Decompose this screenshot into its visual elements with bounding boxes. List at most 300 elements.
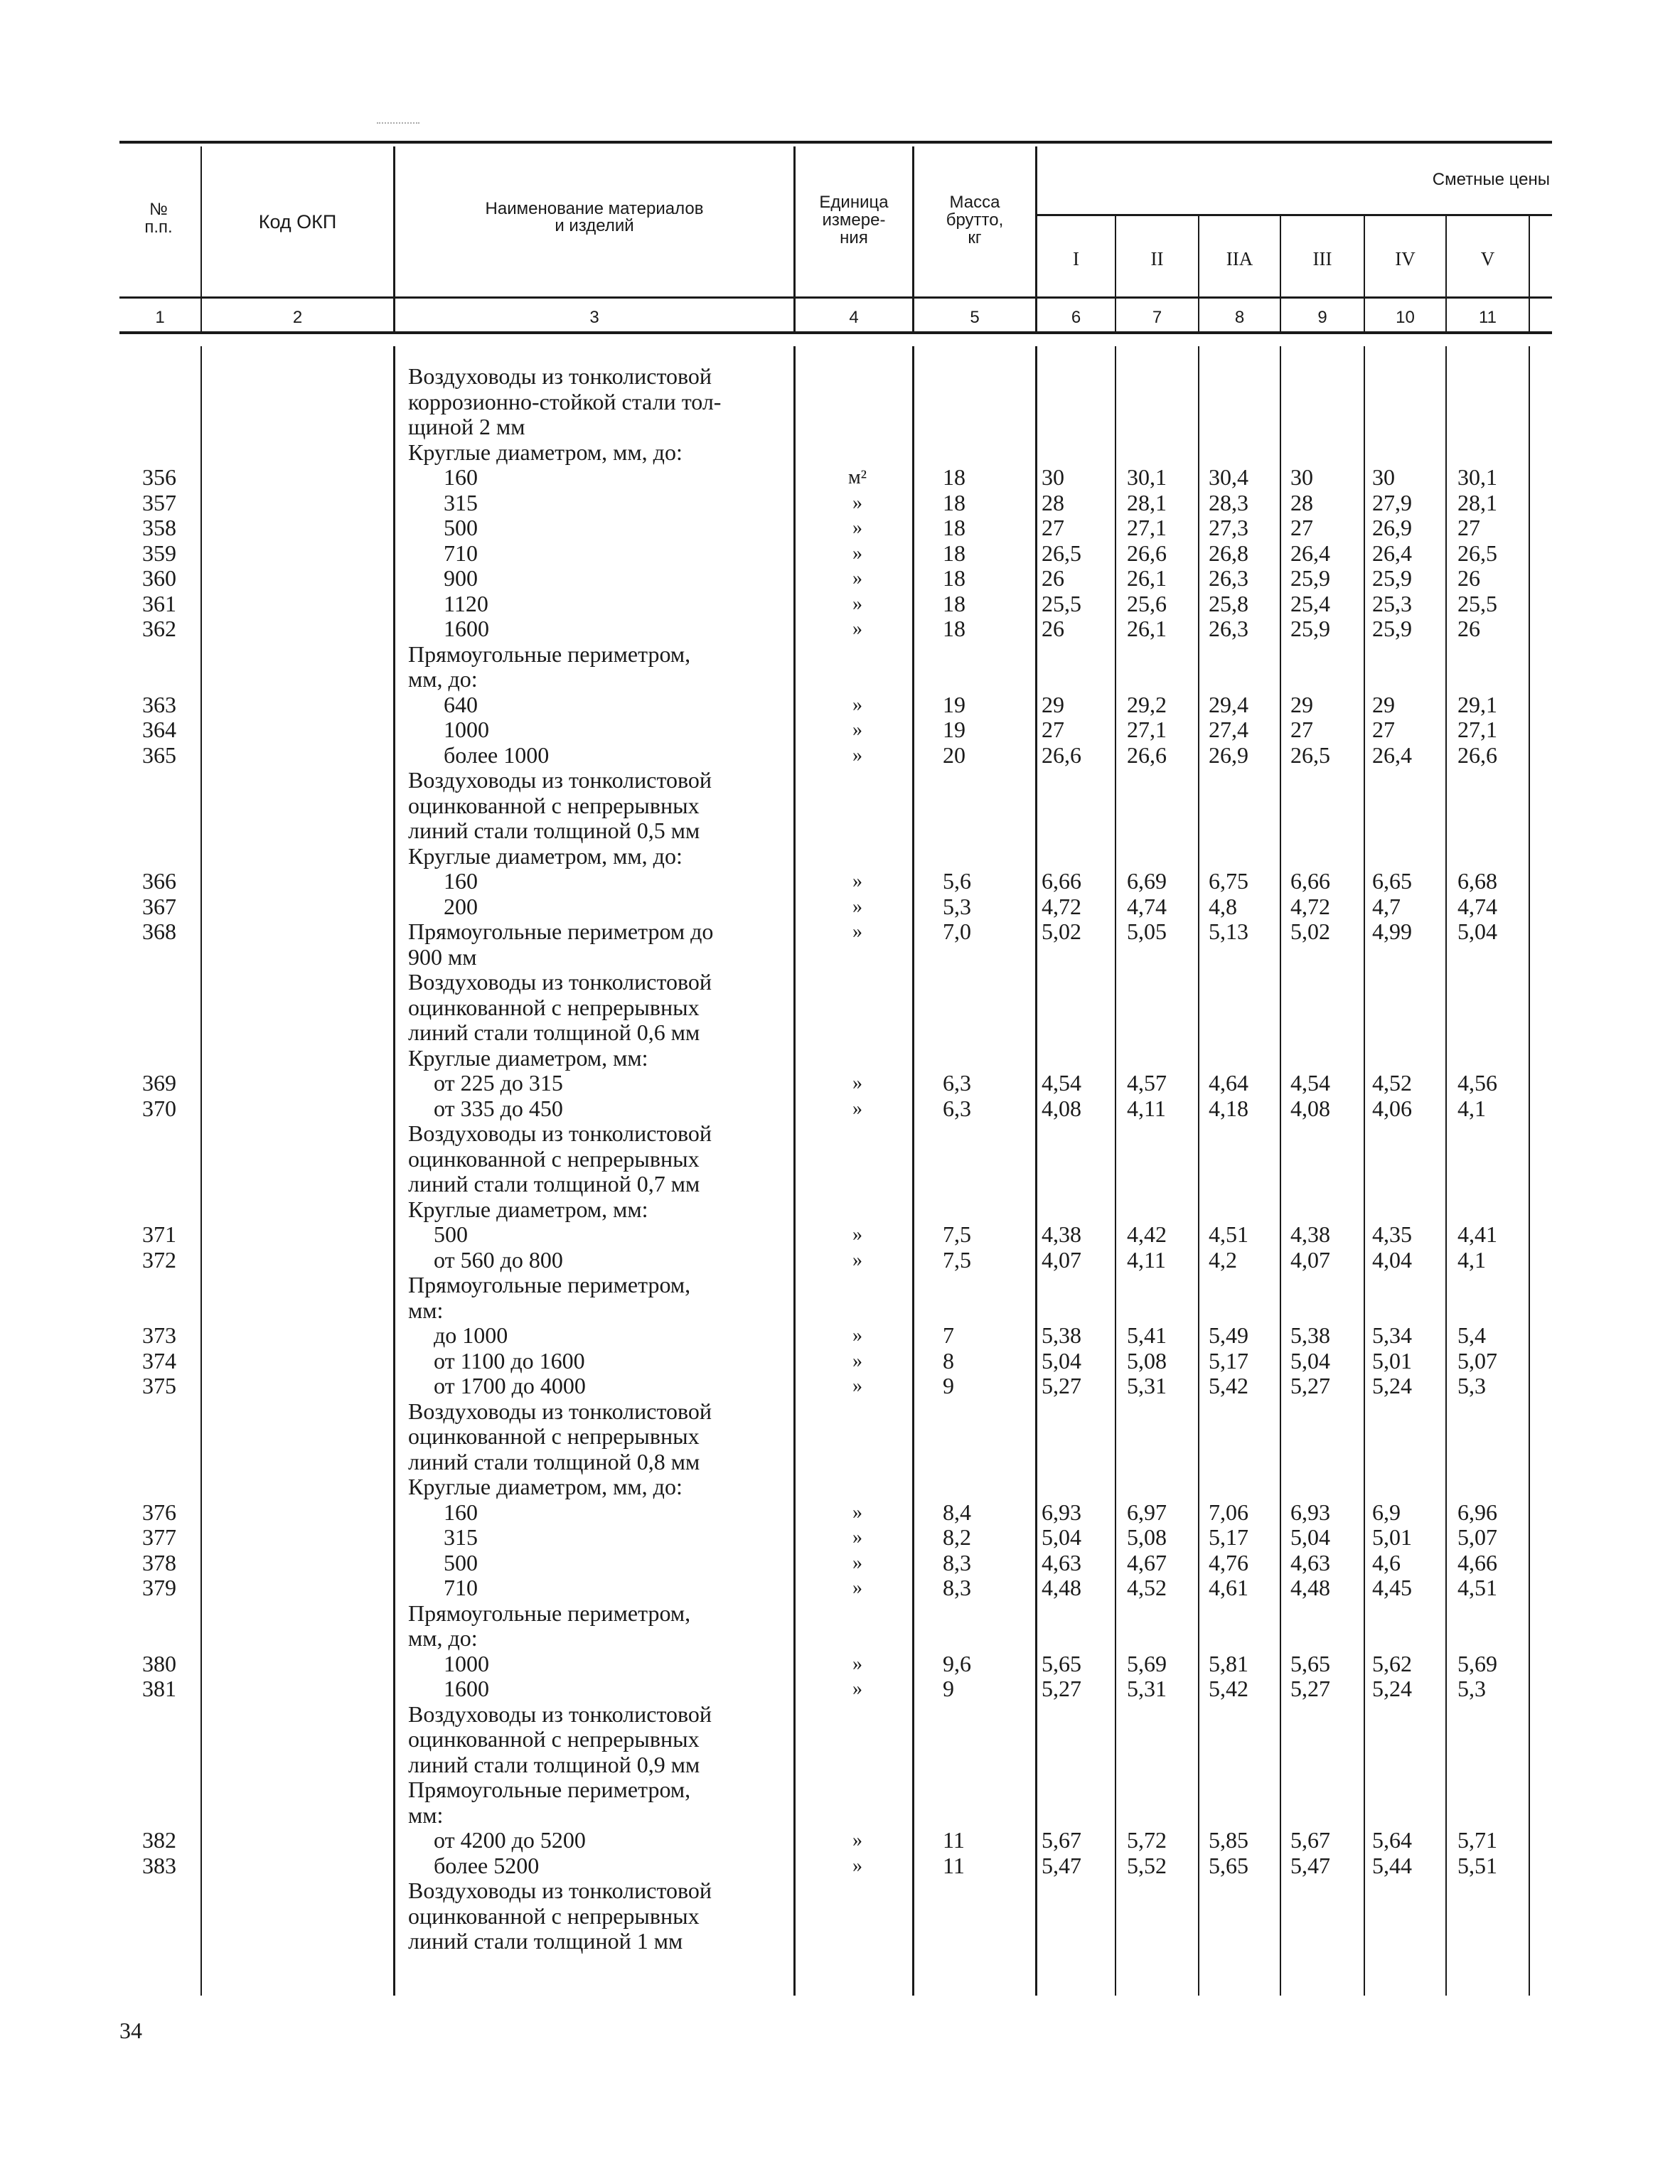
unit-cell: »: [852, 517, 862, 539]
price-cell: 5,65: [1290, 1650, 1330, 1676]
unit-cell: »: [852, 895, 862, 918]
material-name: 1600: [444, 616, 489, 641]
table-row: [0, 541, 1680, 567]
price-cell: 5,72: [1127, 1827, 1167, 1853]
mass-cell: 7,5: [943, 1246, 971, 1273]
table-row: [0, 1121, 1680, 1147]
material-name: оцинкованной с непрерывных: [408, 1423, 700, 1449]
price-cell: 5,04: [1042, 1524, 1081, 1550]
table-row: [0, 1878, 1680, 1904]
table-row: [0, 592, 1680, 617]
material-name: 1120: [444, 590, 488, 616]
material-name: линий стали толщиной 1 мм: [408, 1928, 683, 1954]
price-cell: 25,9: [1290, 616, 1330, 641]
material-name: от 1700 до 4000: [434, 1373, 586, 1398]
table-row: [0, 793, 1680, 819]
price-cell: 5,67: [1290, 1827, 1330, 1853]
unit-cell: »: [852, 1349, 862, 1372]
price-cell: 27: [1042, 717, 1064, 742]
header-divider: [1529, 216, 1530, 333]
mass-cell: 20: [943, 742, 965, 768]
table-row: [0, 1727, 1680, 1752]
price-cell: 5,04: [1042, 1347, 1081, 1374]
table-row: [0, 1777, 1680, 1803]
material-name: Прямоугольные периметром,: [408, 1272, 691, 1297]
header-unit: Единица измере- ния: [819, 193, 889, 247]
price-cell: 6,75: [1209, 868, 1248, 894]
table-row: [0, 894, 1680, 920]
table-row: [0, 1248, 1680, 1273]
mass-cell: 5,3: [943, 893, 971, 919]
mass-cell: 18: [943, 590, 965, 616]
price-cell: 26,3: [1209, 616, 1248, 641]
table-row: [0, 1374, 1680, 1399]
table-row: [0, 1525, 1680, 1551]
price-cell: 4,66: [1457, 1549, 1497, 1575]
price-cell: 5,07: [1457, 1347, 1497, 1374]
header-price-zone: III: [1312, 248, 1332, 269]
price-cell: 4,06: [1372, 1095, 1412, 1121]
row-number: 377: [142, 1524, 176, 1550]
unit-cell: »: [852, 1324, 862, 1347]
table-row: [0, 1500, 1680, 1526]
price-cell: 30: [1290, 464, 1313, 490]
row-number: 381: [142, 1676, 176, 1701]
unit-cell: »: [852, 1526, 862, 1548]
material-name: Воздуховоды из тонколистовой: [408, 1120, 712, 1146]
table-row: [0, 1702, 1680, 1728]
material-name: 160: [444, 868, 478, 894]
row-number: 382: [142, 1827, 176, 1853]
material-name: 500: [434, 1221, 468, 1247]
material-name: более 5200: [434, 1852, 540, 1878]
table-row: [0, 515, 1680, 541]
row-number: 368: [142, 919, 176, 944]
table-row: [0, 1046, 1680, 1071]
column-number: 10: [1396, 308, 1415, 327]
price-cell: 29,4: [1209, 691, 1248, 717]
price-cell: 28: [1290, 489, 1313, 515]
price-cell: 5,71: [1457, 1827, 1497, 1853]
price-cell: 5,3: [1457, 1676, 1486, 1701]
price-cell: 6,97: [1127, 1499, 1167, 1525]
material-name: 1000: [444, 1650, 489, 1676]
price-cell: 26,6: [1127, 742, 1167, 768]
price-cell: 5,42: [1209, 1676, 1248, 1701]
unit-cell: »: [852, 1248, 862, 1271]
mass-cell: 6,3: [943, 1095, 971, 1121]
material-name: Воздуховоды из тонколистовой: [408, 1701, 712, 1727]
table-row: [0, 1399, 1680, 1425]
price-cell: 30,1: [1457, 464, 1497, 490]
table-row: [0, 818, 1680, 844]
price-cell: 27: [1372, 717, 1395, 742]
price-cell: 26,5: [1042, 540, 1081, 566]
price-cell: 5,02: [1290, 919, 1330, 944]
price-cell: 4,61: [1209, 1575, 1248, 1600]
column-number: 3: [589, 308, 599, 327]
price-cell: 27,1: [1127, 717, 1167, 742]
price-cell: 5,27: [1290, 1676, 1330, 1701]
table-row: [0, 440, 1680, 466]
price-cell: 4,1: [1457, 1246, 1486, 1273]
price-cell: 6,68: [1457, 868, 1497, 894]
price-cell: 4,76: [1209, 1549, 1248, 1575]
price-cell: 4,41: [1457, 1221, 1497, 1247]
price-cell: 5,08: [1127, 1347, 1167, 1374]
header-number: № п.п.: [144, 200, 173, 237]
unit-cell: »: [852, 870, 862, 892]
price-cell: 4,63: [1042, 1549, 1081, 1575]
row-number: 356: [142, 464, 176, 490]
row-number: 371: [142, 1221, 176, 1247]
material-name: 160: [444, 1499, 478, 1525]
mass-cell: 18: [943, 464, 965, 490]
material-name: Круглые диаметром, мм, до:: [408, 439, 683, 465]
row-number: 358: [142, 515, 176, 540]
unit-cell: »: [852, 1224, 862, 1246]
table-row: [0, 642, 1680, 668]
material-name: 900 мм: [408, 943, 477, 970]
row-number: 383: [142, 1852, 176, 1878]
price-cell: 7,06: [1209, 1499, 1248, 1525]
price-cell: 5,13: [1209, 919, 1248, 944]
header-price-zone: I: [1073, 248, 1079, 269]
mass-cell: 18: [943, 540, 965, 566]
material-name: 1600: [444, 1676, 489, 1701]
price-cell: 27,3: [1209, 515, 1248, 540]
table-row: [0, 1298, 1680, 1324]
price-cell: 25,9: [1372, 565, 1412, 591]
material-name: 315: [444, 1524, 478, 1550]
price-cell: 5,01: [1372, 1524, 1412, 1550]
material-name: 500: [444, 515, 478, 540]
price-cell: 5,42: [1209, 1373, 1248, 1398]
header-divider: [1035, 146, 1037, 333]
unit-cell: »: [852, 618, 862, 640]
price-cell: 26,4: [1372, 742, 1412, 768]
price-cell: 30,1: [1127, 464, 1167, 490]
price-cell: 4,51: [1209, 1221, 1248, 1247]
mass-cell: 8,2: [943, 1524, 971, 1550]
table-row: [0, 414, 1680, 440]
price-cell: 5,47: [1042, 1852, 1081, 1878]
price-cell: 26,5: [1457, 540, 1497, 566]
price-cell: 30: [1372, 464, 1395, 490]
price-cell: 4,38: [1290, 1221, 1330, 1247]
price-cell: 26: [1042, 565, 1064, 591]
table-row: [0, 616, 1680, 642]
price-cell: 4,42: [1127, 1221, 1167, 1247]
price-cell: 4,54: [1042, 1070, 1081, 1096]
unit-cell: »: [852, 1375, 862, 1397]
price-cell: 26,6: [1042, 742, 1081, 768]
mass-cell: 5,6: [943, 868, 971, 894]
row-number: 369: [142, 1070, 176, 1096]
mass-cell: 9,6: [943, 1650, 971, 1676]
price-cell: 26,4: [1290, 540, 1330, 566]
table-row: [0, 1626, 1680, 1652]
price-cell: 5,17: [1209, 1524, 1248, 1550]
price-cell: 26,9: [1209, 742, 1248, 768]
price-cell: 30: [1042, 464, 1064, 490]
material-name: 500: [444, 1549, 478, 1575]
price-cell: 4,48: [1290, 1575, 1330, 1600]
price-cell: 4,72: [1042, 893, 1081, 919]
table-row: [0, 364, 1680, 390]
material-name: Воздуховоды из тонколистовой: [408, 1878, 712, 1903]
material-name: Круглые диаметром, мм:: [408, 1044, 648, 1071]
price-cell: 27: [1290, 515, 1313, 540]
table-row: [0, 390, 1680, 415]
table-row: [0, 1273, 1680, 1298]
price-cell: 26,9: [1372, 515, 1412, 540]
table-row: [0, 1752, 1680, 1778]
material-name: Воздуховоды из тонколистовой: [408, 767, 712, 793]
price-cell: 4,7: [1372, 893, 1401, 919]
material-name: оцинкованной с непрерывных: [408, 1145, 700, 1172]
table-row: [0, 1929, 1680, 1954]
mass-cell: 18: [943, 489, 965, 515]
material-name: Круглые диаметром, мм, до:: [408, 1474, 683, 1499]
price-cell: 5,44: [1372, 1852, 1412, 1878]
price-cell: 26,8: [1209, 540, 1248, 566]
header-mass: Масса брутто, кг: [946, 193, 1004, 247]
price-cell: 5,02: [1042, 919, 1081, 944]
price-cell: 5,24: [1372, 1373, 1412, 1398]
price-cell: 26,3: [1209, 565, 1248, 591]
price-cell: 4,51: [1457, 1575, 1497, 1600]
row-number: 363: [142, 691, 176, 717]
price-cell: 26,4: [1372, 540, 1412, 566]
table-row: [0, 491, 1680, 516]
price-cell: 5,69: [1457, 1650, 1497, 1676]
row-number: 374: [142, 1347, 176, 1374]
price-cell: 25,3: [1372, 590, 1412, 616]
price-cell: 5,65: [1042, 1650, 1081, 1676]
unit-cell: »: [852, 1652, 862, 1675]
unit-cell: »: [852, 1551, 862, 1574]
material-name: более 1000: [444, 742, 550, 768]
price-cell: 4,07: [1042, 1246, 1081, 1273]
row-number: 375: [142, 1373, 176, 1398]
table-row: [0, 1197, 1680, 1223]
price-cell: 5,08: [1127, 1524, 1167, 1550]
unit-cell: »: [852, 542, 862, 564]
table-row: [0, 1676, 1680, 1702]
material-name: от 225 до 315: [434, 1070, 563, 1096]
unit-cell: »: [852, 1577, 862, 1599]
price-cell: 4,48: [1042, 1575, 1081, 1600]
unit-cell: »: [852, 1829, 862, 1851]
price-cell: 4,67: [1127, 1549, 1167, 1575]
table-row: [0, 1853, 1680, 1879]
material-name: мм, до:: [408, 1625, 478, 1651]
row-number: 370: [142, 1095, 176, 1121]
price-cell: 26,1: [1127, 616, 1167, 641]
table-row: [0, 743, 1680, 769]
price-cell: 4,1: [1457, 1095, 1486, 1121]
price-cell: 6,65: [1372, 868, 1412, 894]
price-cell: 6,66: [1042, 868, 1081, 894]
table-row: [0, 919, 1680, 945]
table-row: [0, 1474, 1680, 1500]
row-number: 362: [142, 616, 176, 641]
table-row: [0, 995, 1680, 1021]
material-name: Прямоугольные периметром,: [408, 1777, 691, 1802]
table-row: [0, 1424, 1680, 1450]
material-name: мм:: [408, 1802, 444, 1828]
price-cell: 28,3: [1209, 489, 1248, 515]
table-row: [0, 768, 1680, 793]
table-body: [0, 364, 1680, 1954]
price-cell: 5,31: [1127, 1373, 1167, 1398]
mass-cell: 9: [943, 1373, 954, 1398]
price-cell: 5,38: [1290, 1322, 1330, 1348]
material-name: линий стали толщиной 0,6 мм: [408, 1019, 700, 1045]
mass-cell: 19: [943, 717, 965, 742]
price-cell: 25,9: [1372, 616, 1412, 641]
material-name: 160: [444, 464, 478, 490]
table-row: [0, 1020, 1680, 1046]
unit-cell: м²: [847, 466, 867, 488]
row-number: 357: [142, 489, 176, 515]
price-cell: 4,04: [1372, 1246, 1412, 1273]
price-cell: 25,4: [1290, 590, 1330, 616]
table-row: [0, 1349, 1680, 1374]
price-cell: 27,1: [1457, 717, 1497, 742]
unit-cell: »: [852, 1678, 862, 1700]
table-row: [0, 1096, 1680, 1122]
table-row: [0, 692, 1680, 718]
price-cell: 27: [1042, 515, 1064, 540]
price-cell: 5,69: [1127, 1650, 1167, 1676]
table-row: [0, 1323, 1680, 1349]
table-row: [0, 945, 1680, 970]
price-cell: 5,52: [1127, 1852, 1167, 1878]
mass-cell: 8: [943, 1347, 954, 1374]
material-name: линий стали толщиной 0,8 мм: [408, 1448, 700, 1474]
price-cell: 5,04: [1290, 1524, 1330, 1550]
material-name: Воздуховоды из тонколистовой: [408, 969, 712, 995]
material-name: мм:: [408, 1297, 444, 1323]
price-cell: 5,64: [1372, 1827, 1412, 1853]
header-divider: [912, 146, 914, 333]
price-cell: 5,81: [1209, 1650, 1248, 1676]
price-cell: 5,67: [1042, 1827, 1081, 1853]
material-name: 710: [444, 1575, 478, 1600]
price-cell: 26,6: [1127, 540, 1167, 566]
price-cell: 5,62: [1372, 1650, 1412, 1676]
price-cell: 26: [1042, 616, 1064, 641]
column-number: 1: [155, 308, 165, 327]
price-cell: 4,72: [1290, 893, 1330, 919]
table-row: [0, 1147, 1680, 1172]
price-cell: 26: [1457, 565, 1480, 591]
price-cell: 4,11: [1127, 1246, 1166, 1273]
header-divider: [793, 146, 796, 333]
mass-cell: 8,3: [943, 1549, 971, 1575]
row-number: 376: [142, 1499, 176, 1525]
header-price-zone: IV: [1395, 248, 1416, 269]
price-cell: 4,52: [1127, 1575, 1167, 1600]
table-row: [0, 1575, 1680, 1601]
unit-cell: »: [852, 567, 862, 589]
material-name: линий стали толщиной 0,5 мм: [408, 818, 700, 843]
table-row: [0, 1450, 1680, 1475]
material-name: оцинкованной с непрерывных: [408, 792, 700, 818]
price-cell: 5,49: [1209, 1322, 1248, 1348]
material-name: мм, до:: [408, 666, 478, 692]
price-cell: 6,96: [1457, 1499, 1497, 1525]
material-name: 1000: [444, 717, 489, 742]
header-estimated-prices: Сметные цены: [1432, 170, 1550, 189]
column-number: 9: [1317, 308, 1327, 327]
table-row: [0, 667, 1680, 692]
price-cell: 27: [1290, 717, 1313, 742]
price-cell: 28,1: [1457, 489, 1497, 515]
mass-cell: 11: [943, 1827, 965, 1853]
price-cell: 25,5: [1457, 590, 1497, 616]
column-numbers-rule: [119, 331, 1552, 334]
price-cell: 25,8: [1209, 590, 1248, 616]
row-number: 372: [142, 1246, 176, 1273]
mass-cell: 19: [943, 691, 965, 717]
table-top-rule: [119, 141, 1552, 144]
price-cell: 25,9: [1290, 565, 1330, 591]
material-name: Круглые диаметром, мм, до:: [408, 842, 683, 869]
price-cell: 25,6: [1127, 590, 1167, 616]
table-row: [0, 1222, 1680, 1248]
material-name: оцинкованной с непрерывных: [408, 994, 700, 1020]
row-number: 365: [142, 742, 176, 768]
mass-cell: 18: [943, 565, 965, 591]
price-cell: 4,11: [1127, 1095, 1166, 1121]
table-row: [0, 1652, 1680, 1677]
price-cell: 4,54: [1290, 1070, 1330, 1096]
price-cell: 26: [1457, 616, 1480, 641]
table-row: [0, 1904, 1680, 1929]
header-price-zone: II: [1150, 248, 1164, 269]
price-cell: 27,9: [1372, 489, 1412, 515]
material-name: от 4200 до 5200: [434, 1827, 586, 1853]
material-name: от 560 до 800: [434, 1246, 563, 1273]
price-cell: 4,99: [1372, 919, 1412, 944]
price-cell: 5,85: [1209, 1827, 1248, 1853]
table-row: [0, 844, 1680, 869]
table-row: [0, 465, 1680, 491]
price-cell: 5,31: [1127, 1676, 1167, 1701]
table-row: [0, 1071, 1680, 1096]
row-number: 367: [142, 893, 176, 919]
price-cell: 5,01: [1372, 1347, 1412, 1374]
table-row: [0, 970, 1680, 995]
price-cell: 4,8: [1209, 893, 1237, 919]
material-name: линий стали толщиной 0,7 мм: [408, 1171, 700, 1197]
row-number: 361: [142, 590, 176, 616]
unit-cell: »: [852, 1072, 862, 1094]
material-name: 710: [444, 540, 478, 566]
price-cell: 5,34: [1372, 1322, 1412, 1348]
column-number: 5: [970, 308, 980, 327]
unit-cell: »: [852, 719, 862, 741]
price-cell: 6,66: [1290, 868, 1330, 894]
price-cell: 5,17: [1209, 1347, 1248, 1374]
price-cell: 4,57: [1127, 1070, 1167, 1096]
price-cell: 5,07: [1457, 1524, 1497, 1550]
price-cell: 5,51: [1457, 1852, 1497, 1878]
unit-cell: »: [852, 744, 862, 766]
